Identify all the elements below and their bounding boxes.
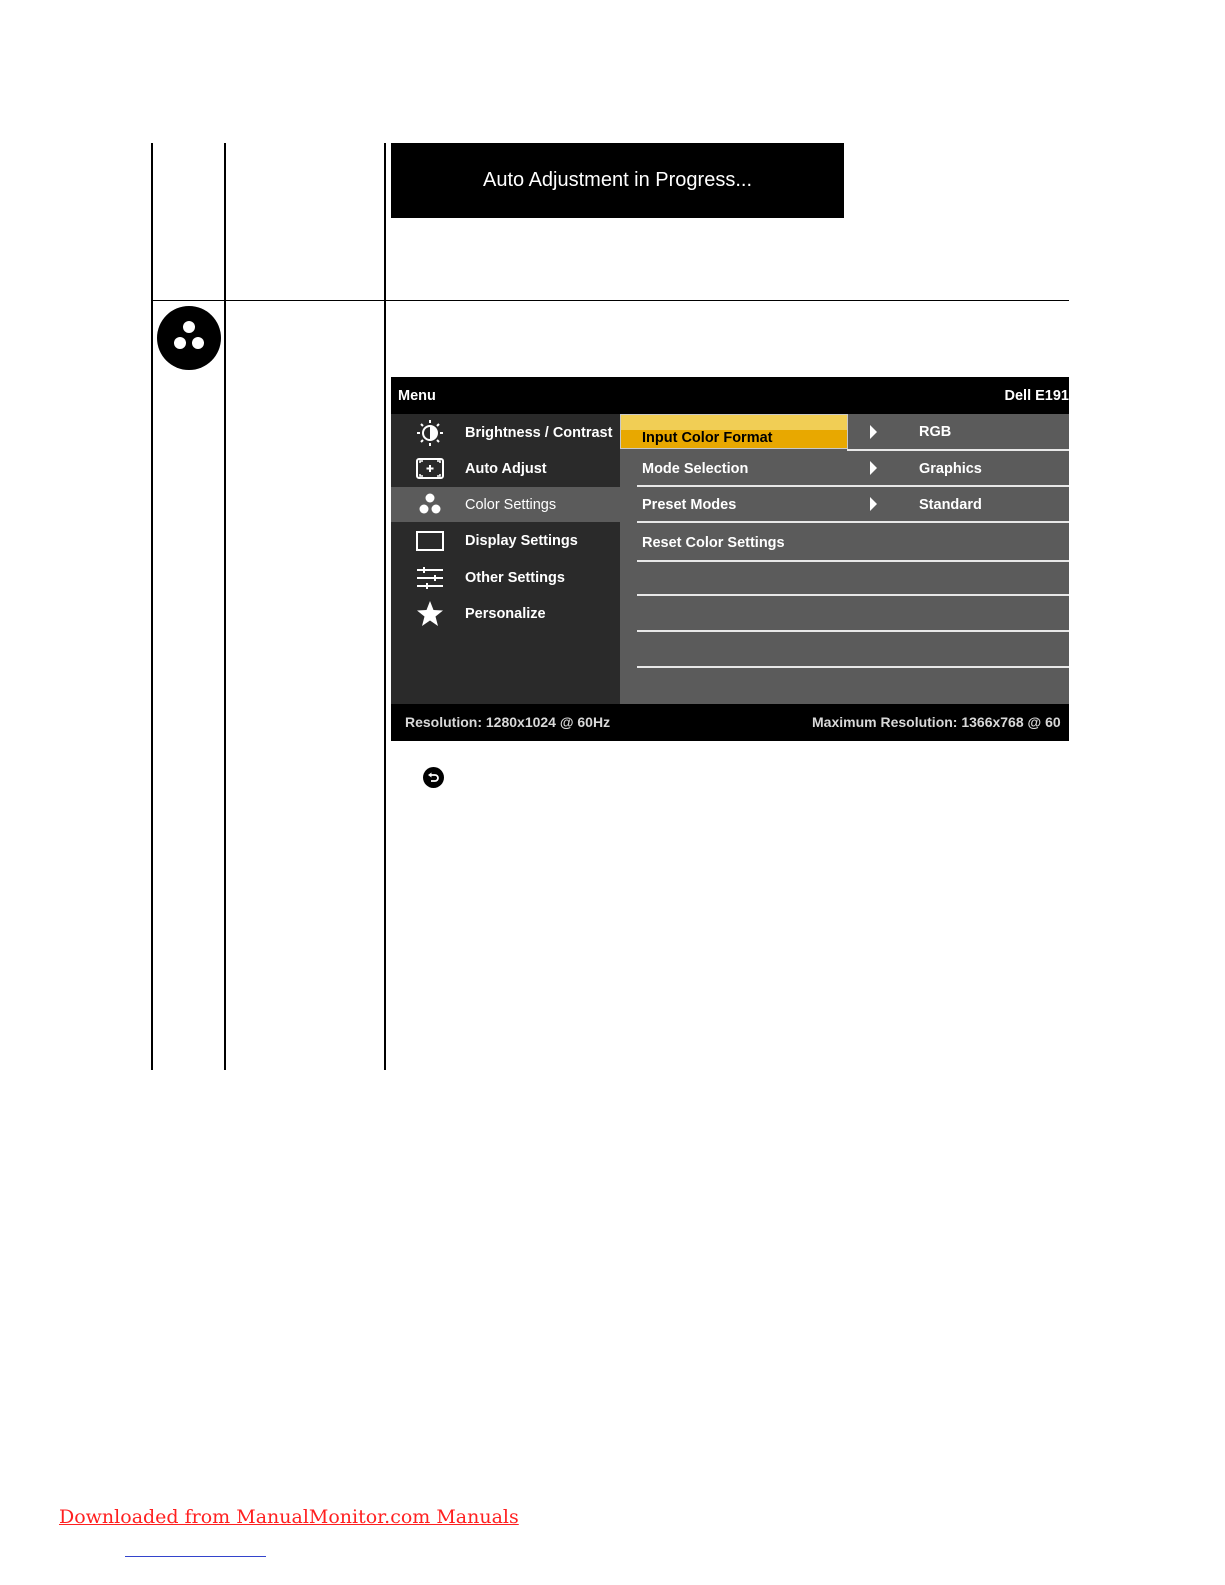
table-border-left: [151, 143, 153, 1070]
menu-item-label: Color Settings: [465, 496, 557, 513]
submenu-value-preset-modes: Standard: [919, 497, 982, 513]
submenu-item-reset-color-settings[interactable]: Reset Color Settings: [642, 535, 785, 551]
submenu-item-preset-modes[interactable]: Preset Modes: [642, 497, 737, 513]
submenu-divider: [637, 666, 1069, 668]
osd-title: Menu: [398, 388, 436, 404]
progress-message: Auto Adjustment in Progress...: [482, 169, 753, 191]
submenu-arrow-icon: [870, 461, 877, 475]
menu-item-brightness-contrast[interactable]: [391, 415, 620, 450]
submenu-divider: [637, 521, 1069, 523]
current-resolution: Resolution: 1280x1024 @ 60Hz: [405, 714, 611, 730]
submenu-value-input-color-format: RGB: [919, 424, 952, 440]
star-icon: [415, 601, 445, 627]
maximum-resolution: Maximum Resolution: 1366x768 @ 60: [812, 714, 1061, 730]
back-icon[interactable]: [423, 767, 444, 788]
submenu-value-mode-selection: Graphics: [919, 461, 982, 477]
table-border-col2: [224, 143, 226, 1070]
download-source-link[interactable]: Downloaded from ManualMonitor.com Manuals: [59, 1506, 519, 1528]
display-settings-icon: [415, 528, 445, 554]
table-border-col3: [384, 143, 386, 1070]
osd-submenu: [620, 414, 1069, 704]
menu-item-label: Other Settings: [465, 569, 565, 586]
osd-main-menu: [391, 414, 620, 704]
menu-item-auto-adjust[interactable]: [391, 451, 620, 486]
submenu-divider: [637, 594, 1069, 596]
menu-item-other-settings[interactable]: [391, 560, 620, 595]
other-settings-icon: [415, 565, 445, 591]
menu-item-display-settings[interactable]: [391, 523, 620, 558]
brightness-contrast-icon: [415, 420, 445, 446]
color-settings-icon: [415, 492, 445, 518]
back-arrow-glyph: [423, 767, 444, 788]
submenu-arrow-icon: [870, 497, 877, 511]
color-settings-icon: [157, 306, 221, 370]
osd-menu: [391, 377, 1069, 741]
menu-item-color-settings[interactable]: [391, 487, 620, 522]
submenu-divider: [637, 630, 1069, 632]
osd-model-name: Dell E191: [1004, 388, 1069, 404]
menu-item-label: Display Settings: [465, 532, 578, 549]
osd-footer: [391, 704, 1069, 741]
menu-item-label: Personalize: [465, 605, 546, 622]
menu-item-label: Auto Adjust: [465, 460, 547, 477]
footer-underline: [125, 1556, 266, 1557]
menu-item-label: Brightness / Contrast: [465, 424, 613, 441]
table-row-divider: [151, 300, 1069, 301]
auto-adjust-progress-dialog: [391, 143, 844, 218]
submenu-item-mode-selection[interactable]: Mode Selection: [642, 461, 749, 477]
auto-adjust-icon: [415, 456, 445, 482]
submenu-arrow-icon: [870, 425, 877, 439]
submenu-divider: [637, 485, 1069, 487]
menu-item-personalize[interactable]: [391, 596, 620, 631]
submenu-divider: [847, 449, 1069, 451]
submenu-divider: [637, 560, 1069, 562]
submenu-item-input-color-format[interactable]: Input Color Format: [642, 430, 773, 446]
